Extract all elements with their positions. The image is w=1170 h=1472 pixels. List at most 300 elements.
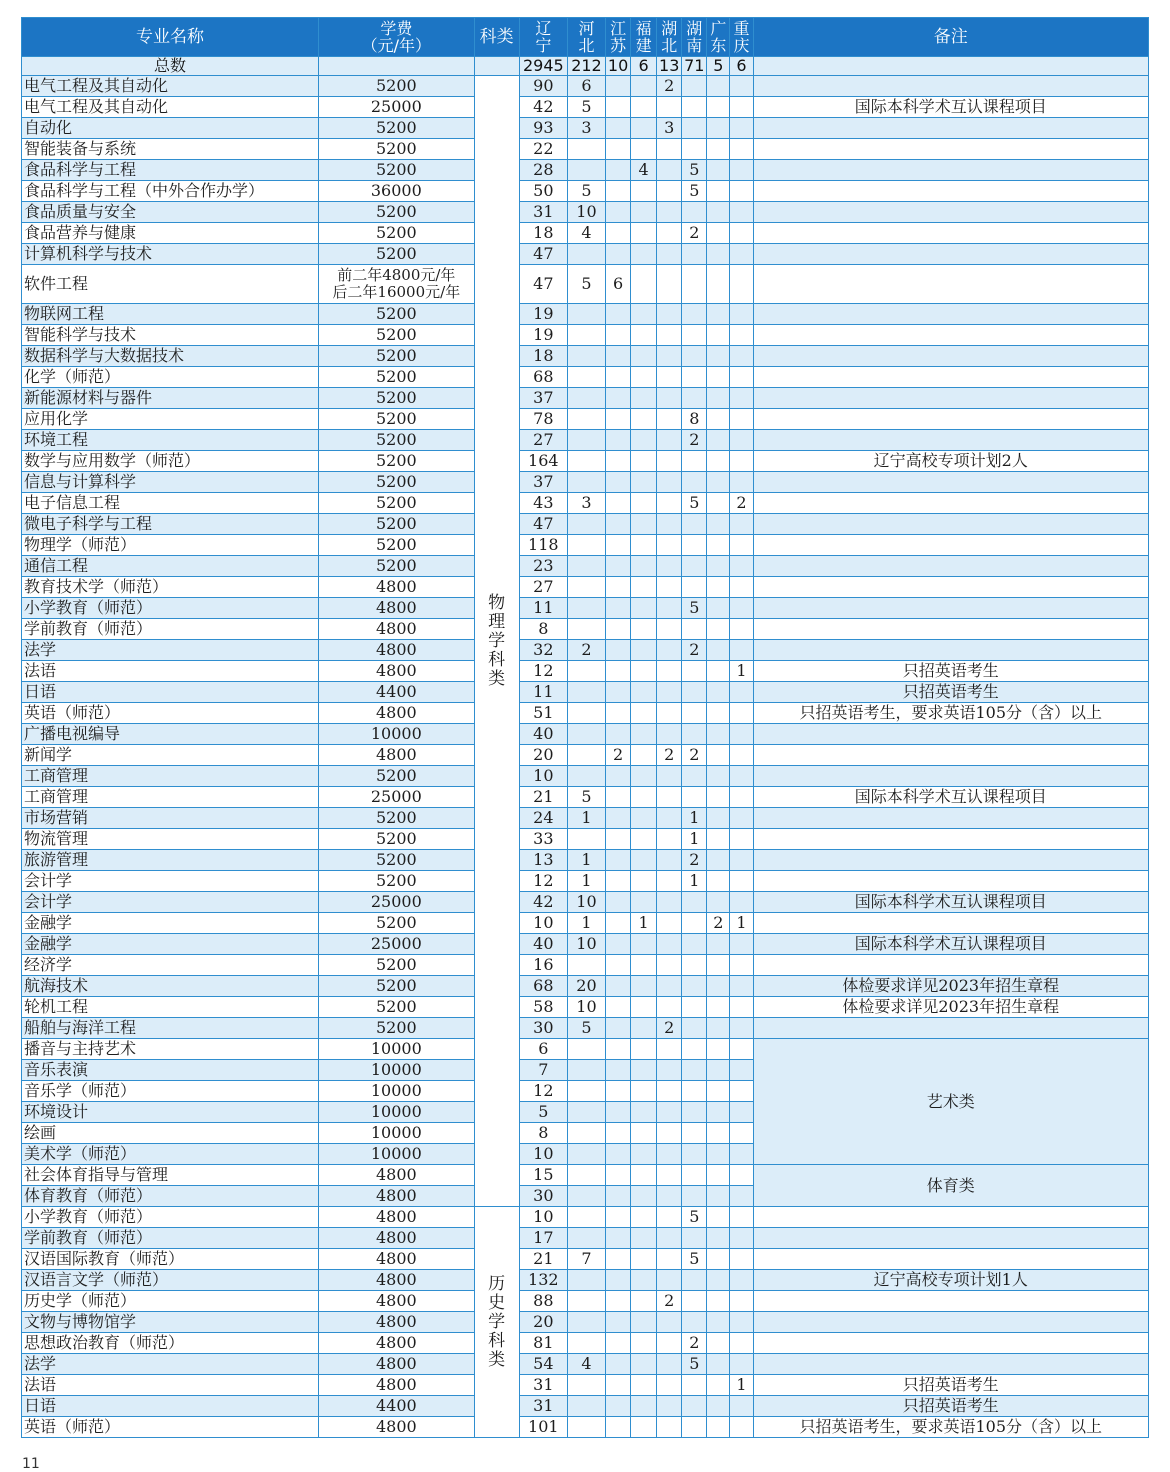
remark	[753, 409, 1149, 430]
remark: 体检要求详见2023年招生章程	[753, 976, 1149, 997]
remark	[753, 160, 1149, 181]
province-quota	[707, 577, 730, 598]
remark: 只招英语考生，要求英语105分（含）以上	[753, 1417, 1149, 1438]
header-province: 福 建	[631, 18, 657, 57]
table-row	[22, 346, 1149, 367]
province-quota	[631, 934, 657, 955]
table-row	[22, 472, 1149, 493]
major-name: 汉语言文学（师范）	[22, 1270, 319, 1291]
tuition-fee: 4800	[319, 1375, 475, 1396]
province-quota: 11	[519, 682, 567, 703]
province-quota: 132	[519, 1270, 567, 1291]
province-quota: 18	[519, 346, 567, 367]
major-name: 学前教育（师范）	[22, 619, 319, 640]
major-name: 食品科学与工程	[22, 160, 319, 181]
province-quota	[606, 1228, 631, 1249]
province-quota	[606, 619, 631, 640]
remark: 只招英语考生，要求英语105分（含）以上	[753, 703, 1149, 724]
province-quota	[730, 535, 753, 556]
province-quota	[631, 1165, 657, 1186]
province-quota: 1	[567, 808, 605, 829]
province-quota	[707, 346, 730, 367]
province-quota	[631, 430, 657, 451]
province-quota	[730, 577, 753, 598]
tuition-fee: 5200	[319, 955, 475, 976]
tuition-fee: 4800	[319, 1333, 475, 1354]
table-row	[22, 871, 1149, 892]
table-row	[22, 619, 1149, 640]
province-quota: 10	[567, 934, 605, 955]
province-quota: 5	[682, 160, 707, 181]
province-quota	[567, 577, 605, 598]
province-quota	[631, 556, 657, 577]
province-quota	[707, 304, 730, 325]
province-quota	[657, 265, 682, 304]
province-quota	[657, 871, 682, 892]
province-quota	[730, 244, 753, 265]
province-quota	[682, 577, 707, 598]
province-quota	[707, 1081, 730, 1102]
province-quota	[631, 451, 657, 472]
remark: 只招英语考生	[753, 661, 1149, 682]
province-quota	[730, 1228, 753, 1249]
province-quota	[730, 766, 753, 787]
province-quota	[657, 97, 682, 118]
remark	[753, 724, 1149, 745]
table-row	[22, 934, 1149, 955]
remark	[753, 766, 1149, 787]
tuition-fee: 5200	[319, 346, 475, 367]
province-quota: 2	[707, 913, 730, 934]
province-quota: 10	[567, 202, 605, 223]
province-quota	[657, 787, 682, 808]
province-quota: 37	[519, 388, 567, 409]
province-quota: 1	[730, 1375, 753, 1396]
major-name: 绘画	[22, 1123, 319, 1144]
province-quota	[606, 1186, 631, 1207]
table-row	[22, 1207, 1149, 1228]
totals-value: 6	[730, 57, 753, 76]
province-quota: 10	[519, 1207, 567, 1228]
major-name: 法学	[22, 1354, 319, 1375]
major-name: 教育技术学（师范）	[22, 577, 319, 598]
province-quota: 5	[682, 181, 707, 202]
province-quota: 10	[567, 892, 605, 913]
remark	[753, 1249, 1149, 1270]
province-quota	[631, 1081, 657, 1102]
province-quota	[707, 223, 730, 244]
province-quota: 5	[519, 1102, 567, 1123]
province-quota	[567, 1060, 605, 1081]
province-quota	[631, 829, 657, 850]
province-quota: 2	[657, 1018, 682, 1039]
major-name: 音乐表演	[22, 1060, 319, 1081]
tuition-fee: 10000	[319, 1081, 475, 1102]
province-quota	[657, 1165, 682, 1186]
major-name: 食品质量与安全	[22, 202, 319, 223]
table-row	[22, 766, 1149, 787]
province-quota	[631, 535, 657, 556]
major-name: 历史学（师范）	[22, 1291, 319, 1312]
remark	[753, 493, 1149, 514]
table-row	[22, 1165, 1149, 1186]
province-quota	[606, 577, 631, 598]
province-quota	[730, 325, 753, 346]
table-row	[22, 535, 1149, 556]
province-quota	[606, 514, 631, 535]
remark: 只招英语考生	[753, 1396, 1149, 1417]
province-quota: 28	[519, 160, 567, 181]
remark	[753, 325, 1149, 346]
major-name: 微电子科学与工程	[22, 514, 319, 535]
province-quota	[567, 1375, 605, 1396]
totals-value: 212	[567, 57, 605, 76]
header-province: 河 北	[567, 18, 605, 57]
province-quota	[631, 892, 657, 913]
province-quota	[606, 388, 631, 409]
province-quota	[606, 160, 631, 181]
province-quota	[707, 1144, 730, 1165]
major-name: 食品营养与健康	[22, 223, 319, 244]
province-quota	[707, 1249, 730, 1270]
tuition-fee: 5200	[319, 913, 475, 934]
table-row	[22, 181, 1149, 202]
province-quota	[707, 724, 730, 745]
province-quota	[730, 1249, 753, 1270]
province-quota	[567, 1039, 605, 1060]
remark	[753, 472, 1149, 493]
province-quota	[730, 703, 753, 724]
province-quota	[567, 1333, 605, 1354]
major-name: 工商管理	[22, 787, 319, 808]
header-note: 备注	[753, 18, 1149, 57]
province-quota: 2	[606, 745, 631, 766]
province-quota: 1	[730, 913, 753, 934]
province-quota	[606, 430, 631, 451]
province-quota	[567, 160, 605, 181]
province-quota	[631, 682, 657, 703]
province-quota	[606, 850, 631, 871]
province-quota	[707, 745, 730, 766]
table-body	[22, 57, 1149, 1438]
province-quota	[606, 223, 631, 244]
province-quota	[657, 766, 682, 787]
major-name: 会计学	[22, 892, 319, 913]
category-history: 历 史 学 科 类	[474, 1207, 519, 1438]
province-quota	[567, 388, 605, 409]
remark	[753, 514, 1149, 535]
tuition-fee: 10000	[319, 1123, 475, 1144]
province-quota	[567, 1165, 605, 1186]
table-row	[22, 661, 1149, 682]
province-quota: 5	[567, 265, 605, 304]
province-quota	[682, 388, 707, 409]
province-quota: 5	[567, 787, 605, 808]
tuition-fee: 5200	[319, 202, 475, 223]
province-quota: 31	[519, 1396, 567, 1417]
province-quota	[657, 1186, 682, 1207]
major-name: 播音与主持艺术	[22, 1039, 319, 1060]
province-quota	[707, 808, 730, 829]
province-quota	[730, 1060, 753, 1081]
province-quota	[682, 703, 707, 724]
tuition-fee: 5200	[319, 223, 475, 244]
table-row	[22, 892, 1149, 913]
province-quota	[730, 1291, 753, 1312]
province-quota	[707, 598, 730, 619]
province-quota	[707, 640, 730, 661]
tuition-fee: 5200	[319, 160, 475, 181]
province-quota	[606, 640, 631, 661]
province-quota	[631, 388, 657, 409]
major-name: 会计学	[22, 871, 319, 892]
province-quota	[631, 346, 657, 367]
page-number: 11	[22, 1456, 40, 1472]
province-quota	[657, 808, 682, 829]
province-quota	[707, 1375, 730, 1396]
major-name: 化学（师范）	[22, 367, 319, 388]
tuition-fee: 5200	[319, 766, 475, 787]
province-quota	[567, 1102, 605, 1123]
remark	[753, 913, 1149, 934]
art-group-note: 艺术类	[753, 1039, 1149, 1165]
province-quota	[682, 1081, 707, 1102]
province-quota	[730, 1312, 753, 1333]
province-quota	[657, 1396, 682, 1417]
province-quota	[606, 181, 631, 202]
province-quota: 8	[682, 409, 707, 430]
totals-value: 13	[657, 57, 682, 76]
province-quota: 88	[519, 1291, 567, 1312]
province-quota	[707, 1102, 730, 1123]
remark	[753, 871, 1149, 892]
province-quota: 21	[519, 787, 567, 808]
province-quota	[682, 1165, 707, 1186]
province-quota	[631, 703, 657, 724]
tuition-fee: 5200	[319, 997, 475, 1018]
province-quota	[682, 451, 707, 472]
remark: 只招英语考生	[753, 682, 1149, 703]
province-quota	[567, 472, 605, 493]
table-row	[22, 1228, 1149, 1249]
province-quota	[707, 892, 730, 913]
province-quota: 1	[567, 871, 605, 892]
province-quota	[682, 325, 707, 346]
header-province: 湖 南	[682, 18, 707, 57]
table-row	[22, 829, 1149, 850]
province-quota	[657, 1039, 682, 1060]
major-name: 美术学（师范）	[22, 1144, 319, 1165]
province-quota	[707, 1291, 730, 1312]
major-name: 法语	[22, 1375, 319, 1396]
province-quota	[730, 1207, 753, 1228]
province-quota	[730, 1144, 753, 1165]
province-quota: 19	[519, 304, 567, 325]
province-quota	[631, 325, 657, 346]
province-quota	[657, 997, 682, 1018]
province-quota: 42	[519, 892, 567, 913]
major-name: 工商管理	[22, 766, 319, 787]
province-quota	[606, 556, 631, 577]
remark	[753, 1312, 1149, 1333]
province-quota: 6	[567, 76, 605, 97]
province-quota	[682, 787, 707, 808]
major-name: 英语（师范）	[22, 703, 319, 724]
table-row	[22, 976, 1149, 997]
province-quota	[707, 1417, 730, 1438]
province-quota	[657, 829, 682, 850]
tuition-fee: 5200	[319, 367, 475, 388]
province-quota: 17	[519, 1228, 567, 1249]
province-quota	[567, 535, 605, 556]
tuition-fee: 4800	[319, 598, 475, 619]
province-quota	[707, 139, 730, 160]
province-quota: 15	[519, 1165, 567, 1186]
province-quota	[707, 181, 730, 202]
province-quota	[606, 1417, 631, 1438]
remark	[753, 388, 1149, 409]
province-quota	[707, 661, 730, 682]
province-quota	[707, 703, 730, 724]
province-quota	[657, 346, 682, 367]
province-quota: 1	[730, 661, 753, 682]
remark	[753, 202, 1149, 223]
province-quota	[657, 1081, 682, 1102]
province-quota	[682, 1396, 707, 1417]
province-quota	[730, 1333, 753, 1354]
province-quota	[707, 556, 730, 577]
province-quota	[682, 1186, 707, 1207]
province-quota: 20	[519, 745, 567, 766]
province-quota	[631, 1039, 657, 1060]
tuition-fee: 4800	[319, 1165, 475, 1186]
major-name: 市场营销	[22, 808, 319, 829]
province-quota	[730, 409, 753, 430]
province-quota	[730, 451, 753, 472]
province-quota	[730, 997, 753, 1018]
province-quota	[606, 451, 631, 472]
table-row	[22, 139, 1149, 160]
province-quota: 10	[567, 997, 605, 1018]
province-quota: 78	[519, 409, 567, 430]
province-quota	[567, 325, 605, 346]
province-quota	[631, 244, 657, 265]
province-quota	[631, 1186, 657, 1207]
province-quota	[682, 1123, 707, 1144]
province-quota: 24	[519, 808, 567, 829]
major-name: 金融学	[22, 934, 319, 955]
remark	[753, 535, 1149, 556]
major-name: 文物与博物馆学	[22, 1312, 319, 1333]
remark	[753, 1354, 1149, 1375]
header-category: 科类	[474, 18, 519, 57]
province-quota	[707, 997, 730, 1018]
table-row	[22, 265, 1149, 304]
major-name: 计算机科学与技术	[22, 244, 319, 265]
province-quota	[707, 1207, 730, 1228]
province-quota	[606, 724, 631, 745]
table-row	[22, 1354, 1149, 1375]
province-quota	[707, 118, 730, 139]
province-quota	[730, 346, 753, 367]
province-quota	[730, 934, 753, 955]
table-row	[22, 682, 1149, 703]
province-quota: 40	[519, 934, 567, 955]
province-quota: 40	[519, 724, 567, 745]
province-quota	[631, 1123, 657, 1144]
totals-value: 10	[606, 57, 631, 76]
province-quota	[567, 367, 605, 388]
remark	[753, 139, 1149, 160]
province-quota: 10	[519, 1144, 567, 1165]
province-quota: 47	[519, 265, 567, 304]
province-quota: 22	[519, 139, 567, 160]
major-name: 广播电视编导	[22, 724, 319, 745]
major-name: 小学教育（师范）	[22, 598, 319, 619]
province-quota: 2	[657, 76, 682, 97]
major-name: 数学与应用数学（师范）	[22, 451, 319, 472]
province-quota	[606, 1249, 631, 1270]
remark	[753, 1228, 1149, 1249]
province-quota	[631, 202, 657, 223]
tuition-fee: 5200	[319, 1018, 475, 1039]
province-quota: 3	[567, 493, 605, 514]
province-quota	[631, 871, 657, 892]
province-quota	[657, 388, 682, 409]
table-row	[22, 430, 1149, 451]
province-quota: 20	[567, 976, 605, 997]
province-quota: 5	[567, 97, 605, 118]
header-province: 重 庆	[730, 18, 753, 57]
province-quota	[730, 787, 753, 808]
table-row	[22, 1270, 1149, 1291]
province-quota	[567, 724, 605, 745]
province-quota	[657, 640, 682, 661]
province-quota	[707, 202, 730, 223]
province-quota	[707, 976, 730, 997]
province-quota	[606, 829, 631, 850]
province-quota	[707, 1186, 730, 1207]
province-quota: 19	[519, 325, 567, 346]
remark	[753, 304, 1149, 325]
province-quota: 13	[519, 850, 567, 871]
major-name: 环境设计	[22, 1102, 319, 1123]
province-quota	[707, 766, 730, 787]
table-row	[22, 913, 1149, 934]
province-quota	[682, 1312, 707, 1333]
province-quota	[567, 139, 605, 160]
province-quota	[730, 556, 753, 577]
province-quota: 7	[567, 1249, 605, 1270]
major-name: 数据科学与大数据技术	[22, 346, 319, 367]
major-name: 信息与计算科学	[22, 472, 319, 493]
major-name: 音乐学（师范）	[22, 1081, 319, 1102]
tuition-fee: 10000	[319, 1060, 475, 1081]
tuition-fee: 5200	[319, 430, 475, 451]
province-quota	[682, 1270, 707, 1291]
province-quota	[606, 1354, 631, 1375]
remark: 国际本科学术互认课程项目	[753, 934, 1149, 955]
province-quota	[730, 850, 753, 871]
province-quota	[682, 619, 707, 640]
province-quota	[631, 640, 657, 661]
province-quota	[631, 1354, 657, 1375]
province-quota	[606, 892, 631, 913]
province-quota	[682, 202, 707, 223]
province-quota: 42	[519, 97, 567, 118]
province-quota: 1	[567, 913, 605, 934]
province-quota	[682, 1375, 707, 1396]
